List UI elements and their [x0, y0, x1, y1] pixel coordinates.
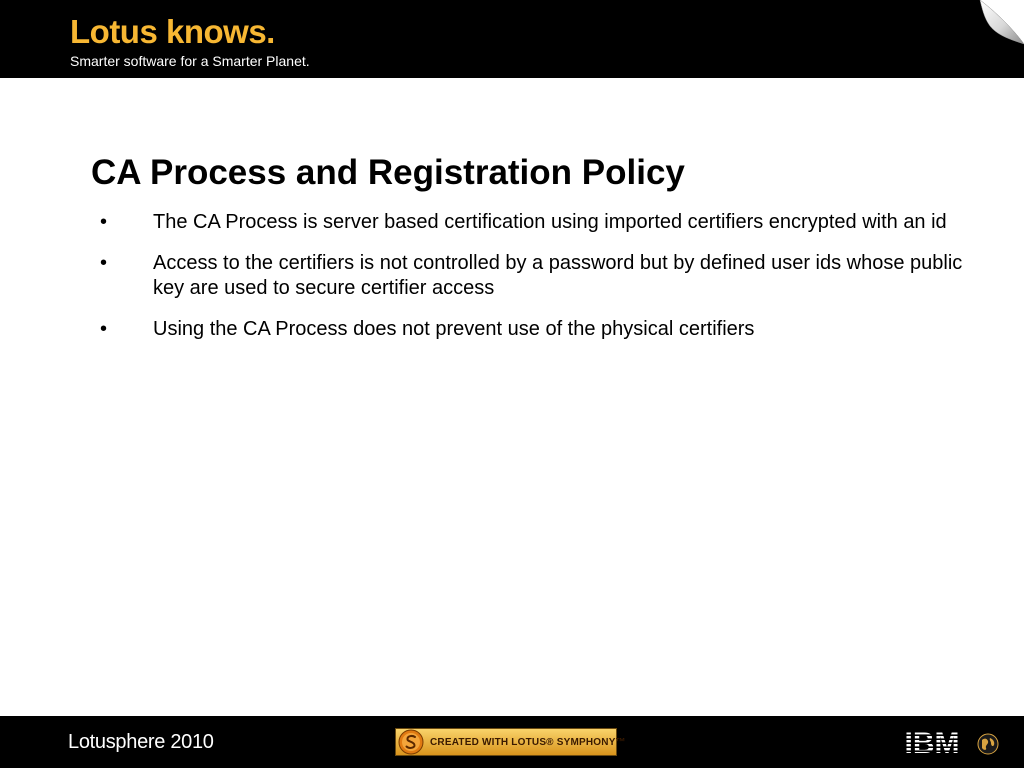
bullet-icon: • [100, 252, 108, 274]
bullet-text: The CA Process is server based certification using imported certifiers encrypted with an id [153, 211, 947, 233]
bullet-icon: • [100, 211, 108, 233]
bullet-icon: • [100, 318, 108, 340]
list-item [100, 317, 970, 342]
page-curl-icon[interactable] [974, 0, 1024, 48]
header-banner [0, 0, 1024, 78]
list-item [100, 210, 970, 235]
bullet-text: Access to the certifiers is not controlled by a password but by defined user ids whose public key are used to secure certifier access [153, 252, 963, 299]
list-item [100, 251, 970, 301]
symphony-badge [395, 728, 626, 756]
ibm-logo [887, 728, 977, 758]
globe-icon [976, 732, 1000, 756]
symphony-logo-icon [398, 729, 424, 755]
bullet-list [100, 210, 970, 358]
brand-title: Lotus knows. [70, 13, 275, 50]
event-name: Lotusphere 2010 [68, 731, 214, 753]
bullet-text: Using the CA Process does not prevent use of the physical certifiers [153, 318, 755, 340]
brand-tagline: Smarter software for a Smarter Planet. [70, 53, 310, 69]
footer-banner [0, 716, 1024, 768]
symphony-badge-text: CREATED WITH LOTUS® SYMPHONY™ [430, 736, 626, 748]
slide-title: CA Process and Registration Policy [91, 153, 685, 192]
